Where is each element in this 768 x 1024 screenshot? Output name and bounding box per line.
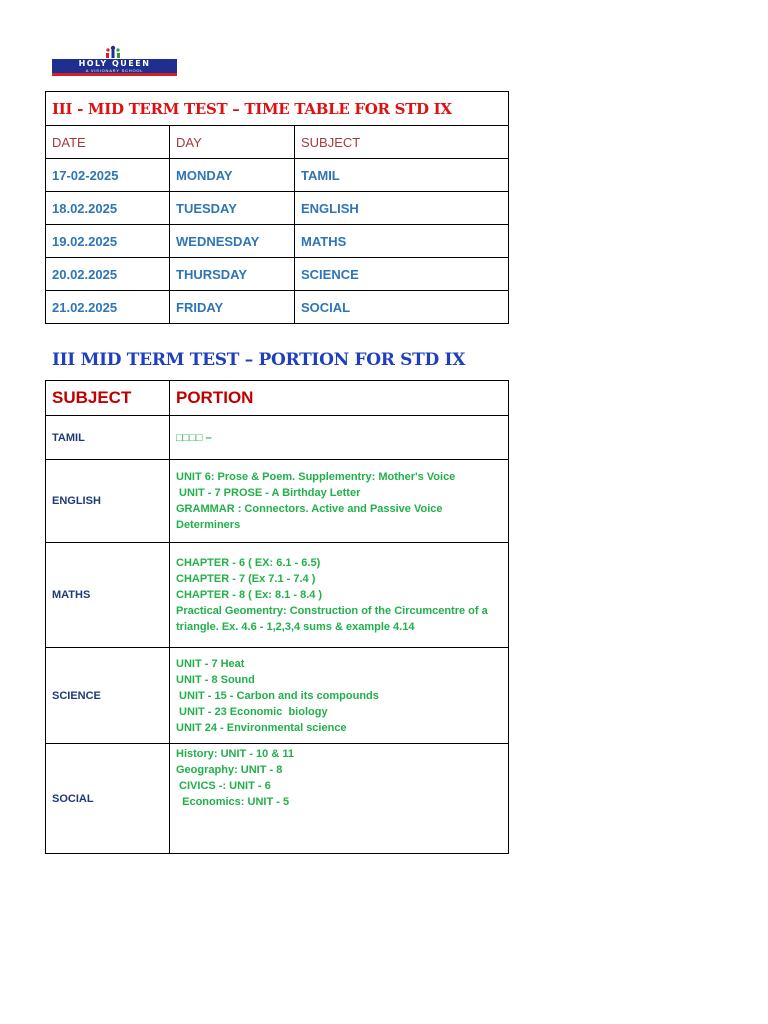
- table-row: [46, 416, 509, 460]
- timetable-title-row: [46, 92, 509, 126]
- portion-content-maths: [170, 543, 509, 648]
- table-row: [46, 159, 509, 192]
- school-logo: [52, 44, 177, 76]
- portion-content-social: [170, 744, 509, 854]
- portion-line: triangle. Ex. 4.6 - 1,2,3,4 sums & example 4.14: [176, 621, 415, 633]
- portion-line: History: UNIT - 10 & 11: [176, 748, 294, 760]
- portion-line: Economics: UNIT - 5: [176, 796, 290, 808]
- logo-band: [52, 59, 177, 76]
- portion-title: III MID TERM TEST – PORTION FOR STD IX: [52, 350, 466, 370]
- header-portion: PORTION: [170, 381, 509, 416]
- header-date: DATE: [46, 126, 170, 159]
- portion-line: UNIT - 8 Sound: [176, 673, 255, 686]
- portion-content-science: [170, 648, 509, 744]
- portion-line: GRAMMAR : Connectors. Active and Passive Voice: [176, 503, 443, 515]
- portion-content-tamil: [170, 416, 509, 460]
- portion-line: CHAPTER - 6 ( EX: 6.1 - 6.5): [176, 557, 321, 569]
- header-day: DAY: [170, 126, 295, 159]
- header-subject: SUBJECT: [46, 381, 170, 416]
- cell-day: WEDNESDAY: [170, 225, 295, 258]
- cell-subject: ENGLISH: [295, 192, 509, 225]
- portion-table: [45, 380, 509, 854]
- timetable-title: III - MID TERM TEST – TIME TABLE FOR STD IX: [46, 92, 509, 126]
- cell-date: 17-02-2025: [46, 159, 170, 192]
- cell-date: 19.02.2025: [46, 225, 170, 258]
- portion-subject-maths: MATHS: [46, 543, 170, 648]
- portion-line: CHAPTER - 7 (Ex 7.1 - 7.4 ): [176, 573, 316, 585]
- portion-line: UNIT - 7 Heat: [176, 657, 245, 670]
- portion-content-english: [170, 460, 509, 543]
- cell-subject: SOCIAL: [295, 291, 509, 324]
- portion-subject-social: SOCIAL: [46, 744, 170, 854]
- portion-line: UNIT 24 - Environmental science: [176, 721, 347, 734]
- cell-subject: SCIENCE: [295, 258, 509, 291]
- cell-date: 21.02.2025: [46, 291, 170, 324]
- cell-day: MONDAY: [170, 159, 295, 192]
- table-row: [46, 192, 509, 225]
- cell-day: FRIDAY: [170, 291, 295, 324]
- portion-line: UNIT - 23 Economic biology: [176, 705, 328, 718]
- cell-date: 18.02.2025: [46, 192, 170, 225]
- portion-line: □□□□ –: [176, 431, 212, 444]
- logo-tagline: A VISIONARY SCHOOL: [85, 68, 144, 73]
- table-row: [46, 460, 509, 543]
- portion-line: Determiners: [176, 519, 241, 531]
- table-row: [46, 225, 509, 258]
- cell-subject: TAMIL: [295, 159, 509, 192]
- table-row: [46, 648, 509, 744]
- cell-date: 20.02.2025: [46, 258, 170, 291]
- portion-subject-english: ENGLISH: [46, 460, 170, 543]
- portion-line: Geography: UNIT - 8: [176, 764, 283, 776]
- portion-subject-science: SCIENCE: [46, 648, 170, 744]
- portion-line: CIVICS -: UNIT - 6: [176, 780, 271, 792]
- portion-line: UNIT - 7 PROSE - A Birthday Letter: [176, 487, 361, 499]
- portion-line: UNIT 6: Prose & Poem. Supplementry: Mother's Voice: [176, 471, 456, 483]
- logo-name: HOLY QUEEN: [78, 59, 151, 68]
- table-row: [46, 258, 509, 291]
- portion-line: Practical Geomentry: Construction of the Circumcentre of a: [176, 605, 488, 617]
- cell-subject: MATHS: [295, 225, 509, 258]
- cell-day: TUESDAY: [170, 192, 295, 225]
- school-emblem-icon: [102, 44, 124, 59]
- cell-day: THURSDAY: [170, 258, 295, 291]
- header-subject: SUBJECT: [295, 126, 509, 159]
- table-row: [46, 291, 509, 324]
- timetable: [45, 91, 509, 324]
- portion-line: CHAPTER - 8 ( Ex: 8.1 - 8.4 ): [176, 589, 323, 601]
- table-row: [46, 543, 509, 648]
- portion-header-row: [46, 381, 509, 416]
- portion-line: UNIT - 15 - Carbon and its compounds: [176, 689, 379, 702]
- portion-subject-tamil: TAMIL: [46, 416, 170, 460]
- timetable-header-row: [46, 126, 509, 159]
- table-row: [46, 744, 509, 854]
